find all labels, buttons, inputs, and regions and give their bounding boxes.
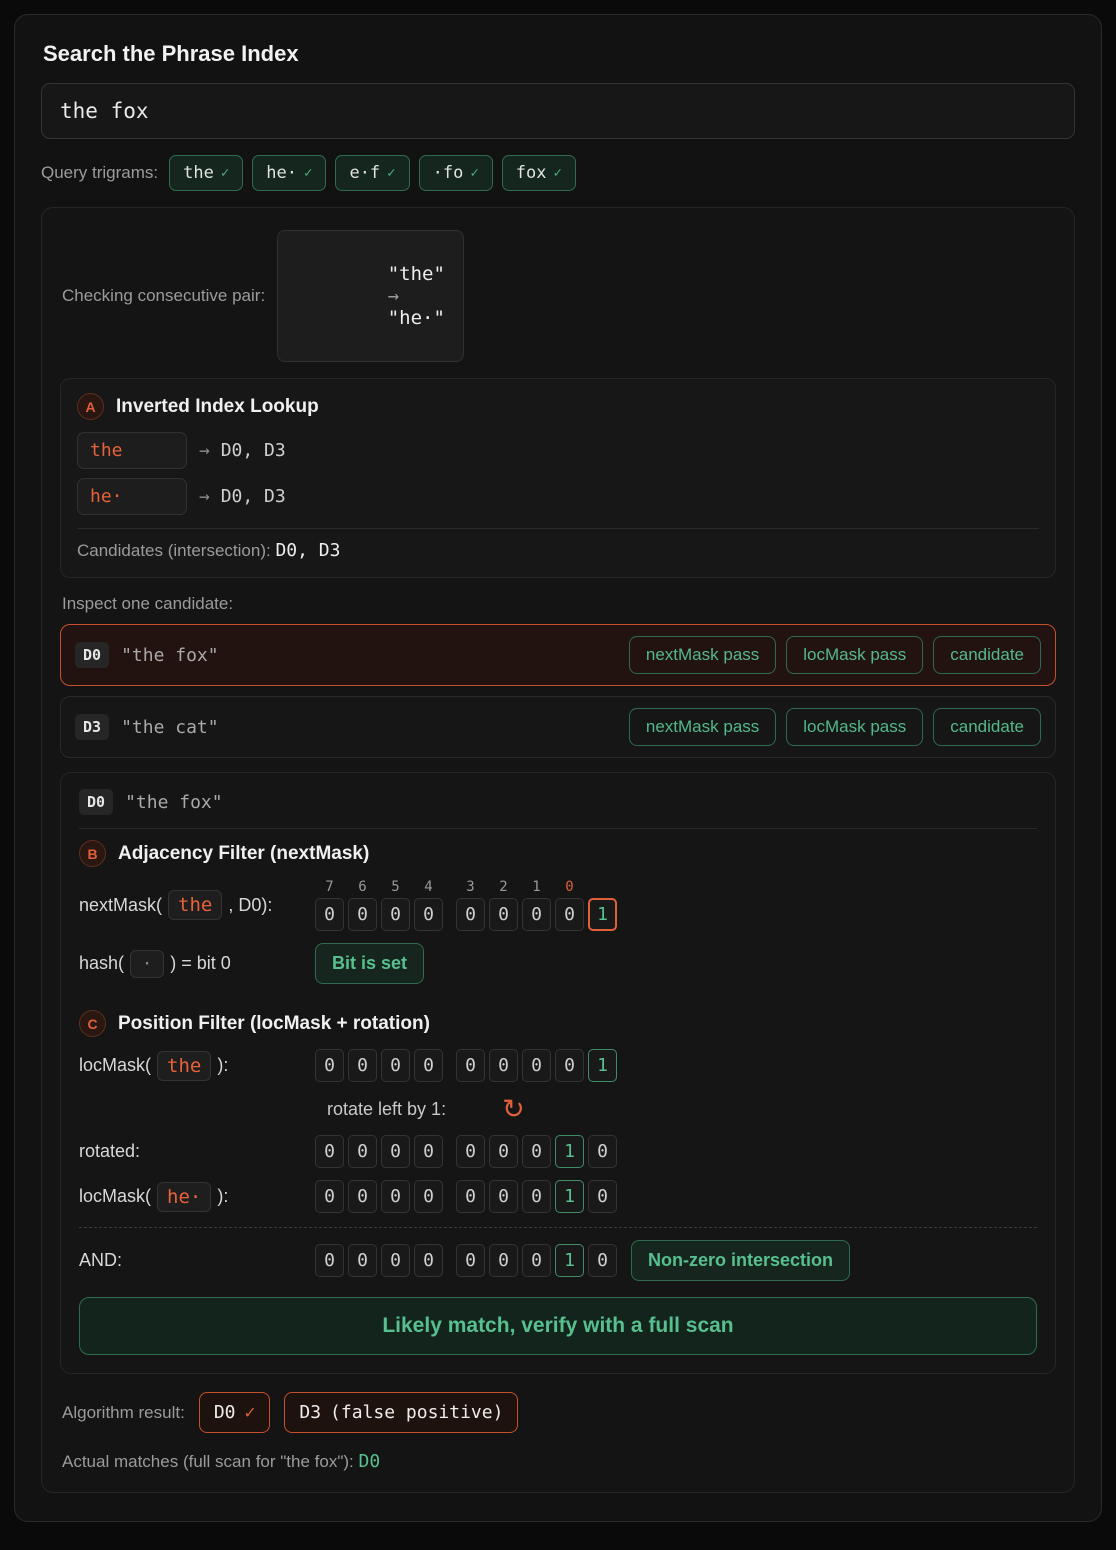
nextmask-label bbox=[79, 890, 315, 920]
bit-index: 6 bbox=[358, 879, 367, 895]
candidate-row-d3[interactable] bbox=[60, 696, 1056, 758]
false-positive-label: (false positive) bbox=[330, 1402, 504, 1423]
bit-cell: 0 bbox=[522, 1049, 551, 1082]
bit-cell: 0 bbox=[588, 1180, 617, 1213]
bit-cell: 0 bbox=[456, 1049, 485, 1082]
bit-cell-set: 1 bbox=[588, 1049, 617, 1082]
check-icon: ✓ bbox=[470, 165, 479, 181]
trigram-chip-3[interactable] bbox=[419, 155, 493, 191]
nextmask-prefix: nextMask( bbox=[79, 894, 163, 915]
dashed-divider bbox=[79, 1227, 1037, 1228]
and-row bbox=[79, 1240, 1037, 1281]
nextmask-bits bbox=[315, 898, 617, 931]
bit-cell: 0 bbox=[555, 898, 584, 931]
nextmask-trigram: the bbox=[168, 890, 222, 920]
doc-text: "the fox" bbox=[121, 644, 219, 666]
adjacency-header bbox=[79, 840, 1037, 867]
bit-cell: 0 bbox=[381, 898, 410, 931]
and-label: AND: bbox=[79, 1250, 123, 1270]
rotate-label: rotate left by 1: bbox=[327, 1099, 447, 1119]
step-badge-b: B bbox=[79, 840, 106, 867]
arrow-icon: → bbox=[199, 440, 210, 461]
bit-cell: 0 bbox=[522, 1135, 551, 1168]
position-title: Position Filter (locMask + rotation) bbox=[118, 1012, 430, 1034]
actual-matches-row bbox=[60, 1451, 1056, 1472]
bit-cell: 0 bbox=[381, 1135, 410, 1168]
adjacency-title: Adjacency Filter (nextMask) bbox=[118, 842, 370, 864]
bit-cell: 0 bbox=[489, 1049, 518, 1082]
hash-label bbox=[79, 950, 315, 978]
locmask-trigram: the bbox=[157, 1051, 211, 1081]
algorithm-result-pass bbox=[199, 1392, 271, 1433]
check-icon: ✓ bbox=[244, 1402, 256, 1423]
locmask2-trigram: he· bbox=[157, 1182, 211, 1212]
position-header bbox=[79, 1010, 1037, 1037]
detail-header bbox=[79, 789, 1037, 815]
trigram-text: the bbox=[183, 163, 214, 183]
locmask-suffix: ): bbox=[217, 1055, 229, 1075]
doc-text: "the cat" bbox=[121, 716, 219, 738]
locmask-prefix: locMask( bbox=[79, 1055, 152, 1075]
trigram-text: e·f bbox=[349, 163, 381, 183]
doc-tag: D0 bbox=[79, 789, 113, 815]
bit-cell: 0 bbox=[489, 898, 518, 931]
trigram-chip-2[interactable] bbox=[335, 155, 409, 191]
rotate-row bbox=[327, 1096, 1037, 1123]
page-title: Search the Phrase Index bbox=[43, 41, 299, 66]
candidates-line bbox=[77, 540, 1039, 561]
locmask2-prefix: locMask( bbox=[79, 1186, 152, 1206]
consecutive-pair-label: Checking consecutive pair: bbox=[62, 286, 266, 305]
bit-index: 2 bbox=[499, 879, 508, 895]
result-doc: D0 bbox=[213, 1402, 236, 1423]
bit-cell: 0 bbox=[315, 1244, 344, 1277]
bit-cell: 0 bbox=[522, 1244, 551, 1277]
lookup-docs-value: D0, D3 bbox=[220, 440, 286, 461]
doc-tag: D3 bbox=[75, 714, 109, 740]
step-badge-a: A bbox=[77, 393, 104, 420]
verdict-banner: Likely match, verify with a full scan bbox=[79, 1297, 1037, 1355]
algorithm-result-row bbox=[60, 1392, 1056, 1433]
bit-cell: 0 bbox=[315, 1049, 344, 1082]
trigram-chip-4[interactable] bbox=[502, 155, 576, 191]
trigram-text: ·fo bbox=[432, 163, 464, 183]
bit-index: 5 bbox=[391, 879, 400, 895]
bit-index: 4 bbox=[424, 879, 433, 895]
actual-matches-value: D0 bbox=[358, 1451, 381, 1472]
pair-right: "he·" bbox=[387, 307, 445, 329]
bit-index: 3 bbox=[466, 879, 475, 895]
bit-cell: 0 bbox=[348, 1244, 377, 1277]
and-bits bbox=[315, 1244, 617, 1277]
search-input[interactable]: the fox bbox=[41, 83, 1075, 139]
candidate-pill: candidate bbox=[933, 636, 1041, 674]
locmask2-label bbox=[79, 1182, 315, 1212]
bit-index-row bbox=[315, 879, 617, 895]
query-trigrams-row bbox=[41, 155, 1075, 191]
bit-cell: 0 bbox=[456, 1180, 485, 1213]
trigram-chip-1[interactable] bbox=[252, 155, 326, 191]
check-icon: ✓ bbox=[220, 165, 230, 181]
bit-cell: 0 bbox=[381, 1244, 410, 1277]
lookup-docs-value: D0, D3 bbox=[220, 486, 286, 507]
bit-cell: 0 bbox=[348, 898, 377, 931]
bit-cell: 0 bbox=[348, 1049, 377, 1082]
algorithm-result-label: Algorithm result: bbox=[62, 1402, 185, 1422]
lookup-docs bbox=[199, 440, 286, 461]
bit-cell: 0 bbox=[348, 1135, 377, 1168]
lookup-trigram: the bbox=[77, 432, 187, 469]
nextmask-bits-block bbox=[315, 879, 617, 931]
hash-row bbox=[79, 943, 1037, 984]
rotate-icon: ↻ bbox=[502, 1094, 525, 1124]
bit-cell-highlighted: 1 bbox=[588, 898, 617, 931]
bit-cell: 0 bbox=[414, 1244, 443, 1277]
bit-cell: 0 bbox=[489, 1244, 518, 1277]
locmask2-row bbox=[79, 1180, 1037, 1213]
trigram-text: he· bbox=[266, 163, 298, 183]
rotated-row bbox=[79, 1135, 1037, 1168]
bit-is-set-tag: Bit is set bbox=[315, 943, 424, 984]
consecutive-pair-value bbox=[277, 230, 464, 362]
bit-index: 1 bbox=[532, 879, 541, 895]
bit-cell: 0 bbox=[414, 1049, 443, 1082]
query-trigrams-label: Query trigrams: bbox=[41, 163, 159, 182]
candidate-pill: candidate bbox=[933, 708, 1041, 746]
nextmask-pill: nextMask pass bbox=[629, 636, 776, 674]
inverted-index-title: Inverted Index Lookup bbox=[116, 395, 319, 417]
lookup-trigram: he· bbox=[77, 478, 187, 515]
bit-cell: 0 bbox=[348, 1180, 377, 1213]
divider bbox=[77, 528, 1039, 529]
bit-cell: 0 bbox=[414, 1180, 443, 1213]
bit-cell: 0 bbox=[315, 898, 344, 931]
bit-cell: 0 bbox=[414, 1135, 443, 1168]
bit-cell: 0 bbox=[588, 1244, 617, 1277]
bit-cell: 0 bbox=[315, 1135, 344, 1168]
candidates-value: D0, D3 bbox=[275, 540, 341, 561]
check-icon: ✓ bbox=[553, 165, 562, 181]
locmask-pill: locMask pass bbox=[786, 708, 923, 746]
bit-cell: 0 bbox=[588, 1135, 617, 1168]
rotated-label: rotated: bbox=[79, 1141, 141, 1161]
check-icon: ✓ bbox=[304, 165, 313, 181]
locmask-row bbox=[79, 1049, 1037, 1082]
bit-index: 7 bbox=[325, 879, 334, 895]
consecutive-pair-row bbox=[62, 230, 1056, 362]
bit-cell: 0 bbox=[489, 1180, 518, 1213]
arrow-icon: → bbox=[387, 285, 400, 307]
intersection-tag: Non-zero intersection bbox=[631, 1240, 850, 1281]
bit-cell-set: 1 bbox=[555, 1135, 584, 1168]
arrow-icon: → bbox=[199, 486, 210, 507]
result-doc: D3 bbox=[299, 1402, 322, 1423]
bit-cell: 0 bbox=[381, 1049, 410, 1082]
hash-prefix: hash( bbox=[79, 953, 125, 973]
bit-cell: 0 bbox=[522, 898, 551, 931]
doc-text: "the fox" bbox=[125, 791, 223, 813]
bit-cell: 0 bbox=[456, 1244, 485, 1277]
hash-dot: · bbox=[130, 950, 164, 978]
lookup-docs bbox=[199, 486, 286, 507]
doc-tag: D0 bbox=[75, 642, 109, 668]
bit-cell: 0 bbox=[489, 1135, 518, 1168]
bit-cell-set: 1 bbox=[555, 1180, 584, 1213]
bit-cell: 0 bbox=[555, 1049, 584, 1082]
app-panel bbox=[14, 14, 1102, 1522]
candidate-row-d0[interactable] bbox=[60, 624, 1056, 686]
locmask-bits bbox=[315, 1049, 617, 1082]
bit-cell: 0 bbox=[456, 1135, 485, 1168]
locmask2-suffix: ): bbox=[217, 1186, 229, 1206]
rotated-bits bbox=[315, 1135, 617, 1168]
inverted-index-section bbox=[60, 378, 1056, 578]
bit-index: 0 bbox=[565, 879, 574, 895]
trigram-text: fox bbox=[515, 163, 547, 183]
candidate-detail-panel bbox=[60, 772, 1056, 1374]
lookup-row bbox=[77, 478, 1039, 515]
bit-cell: 0 bbox=[381, 1180, 410, 1213]
locmask-label bbox=[79, 1051, 315, 1081]
candidates-label: Candidates (intersection): bbox=[77, 541, 271, 560]
algorithm-panel bbox=[41, 207, 1075, 1493]
bit-cell-set: 1 bbox=[555, 1244, 584, 1277]
bit-cell: 0 bbox=[456, 898, 485, 931]
pair-left: "the" bbox=[387, 263, 445, 285]
trigram-chip-0[interactable] bbox=[169, 155, 243, 191]
nextmask-pill: nextMask pass bbox=[629, 708, 776, 746]
locmask2-bits bbox=[315, 1180, 617, 1213]
actual-matches-label: Actual matches (full scan for "the fox"): bbox=[62, 1452, 354, 1471]
bit-cell: 0 bbox=[315, 1180, 344, 1213]
algorithm-result-false-positive bbox=[284, 1392, 518, 1433]
bit-cell: 0 bbox=[414, 898, 443, 931]
inverted-index-header bbox=[77, 393, 1039, 420]
locmask-pill: locMask pass bbox=[786, 636, 923, 674]
divider bbox=[79, 828, 1037, 829]
hash-suffix: ) = bit 0 bbox=[170, 953, 231, 973]
inspect-label: Inspect one candidate: bbox=[62, 594, 234, 613]
bit-cell: 0 bbox=[522, 1180, 551, 1213]
check-icon: ✓ bbox=[387, 165, 396, 181]
nextmask-suffix: , D0): bbox=[228, 894, 273, 915]
lookup-row bbox=[77, 432, 1039, 469]
step-badge-c: C bbox=[79, 1010, 106, 1037]
nextmask-formula-row bbox=[79, 879, 1037, 931]
